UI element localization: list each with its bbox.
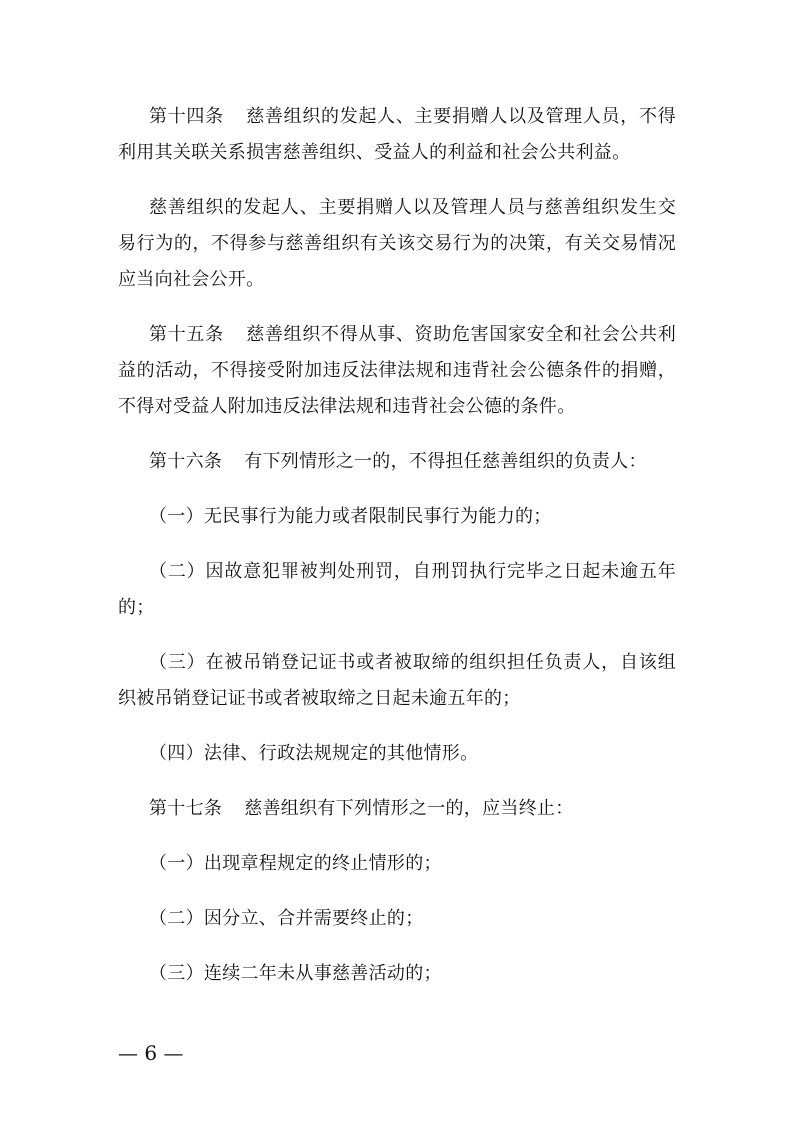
- paragraph-text: （四）法律、行政法规规定的其他情形。: [149, 743, 479, 764]
- paragraph-text: 慈善组织的发起人、主要捐赠人以及管理人员，不得利用其关联关系损害慈善组织、受益人的利益和社会公共利益。: [118, 106, 677, 163]
- paragraph-text: （一）出现章程规定的终止情形的；: [149, 853, 442, 874]
- paragraph-article-14-clause-2: [118, 190, 676, 298]
- paragraph-text: （三）在被吊销登记证书或者被取缔的组织担任负责人，自该组织被吊销登记证书或者被取缔之日起未逾五年的；: [118, 652, 676, 709]
- paragraph-text: （一）无民事行为能力或者限制民事行为能力的；: [149, 506, 552, 527]
- paragraph-text: （三）连续二年未从事慈善活动的；: [149, 963, 442, 984]
- paragraph-text: 慈善组织有下列情形之一的，应当终止：: [244, 798, 574, 819]
- page-number: — 6 —: [118, 1041, 184, 1065]
- list-item-16-1: [118, 499, 676, 535]
- list-item-17-1: [118, 846, 676, 882]
- paragraph-text: 慈善组织的发起人、主要捐赠人以及管理人员与慈善组织发生交易行为的，不得参与慈善组织有关该交易行为的决策，有关交易情况应当向社会公开。: [118, 197, 676, 290]
- article-body: [118, 99, 676, 992]
- article-number: 第十四条: [149, 106, 224, 127]
- article-number: 第十六条: [149, 451, 223, 472]
- paragraph-article-16: [118, 444, 676, 480]
- paragraph-article-14: [118, 99, 676, 171]
- article-number: 第十五条: [149, 324, 224, 345]
- paragraph-article-17: [118, 791, 676, 827]
- list-item-17-2: [118, 901, 676, 937]
- list-item-17-3: [118, 956, 676, 992]
- list-item-16-4: [118, 736, 676, 772]
- list-item-16-3: [118, 645, 676, 717]
- list-item-16-2: [118, 554, 676, 626]
- paragraph-text: 有下列情形之一的，不得担任慈善组织的负责人：: [244, 451, 647, 472]
- paragraph-article-15: [118, 317, 676, 425]
- paragraph-text: 慈善组织不得从事、资助危害国家安全和社会公共利益的活动，不得接受附加违反法律法规和违背社会公德条件的捐赠，不得对受益人附加违反法律法规和违背社会公德的条件。: [118, 324, 677, 417]
- paragraph-text: （二）因分立、合并需要终止的；: [149, 908, 424, 929]
- article-number: 第十七条: [149, 798, 223, 819]
- paragraph-text: （二）因故意犯罪被判处刑罚，自刑罚执行完毕之日起未逾五年的；: [118, 561, 676, 618]
